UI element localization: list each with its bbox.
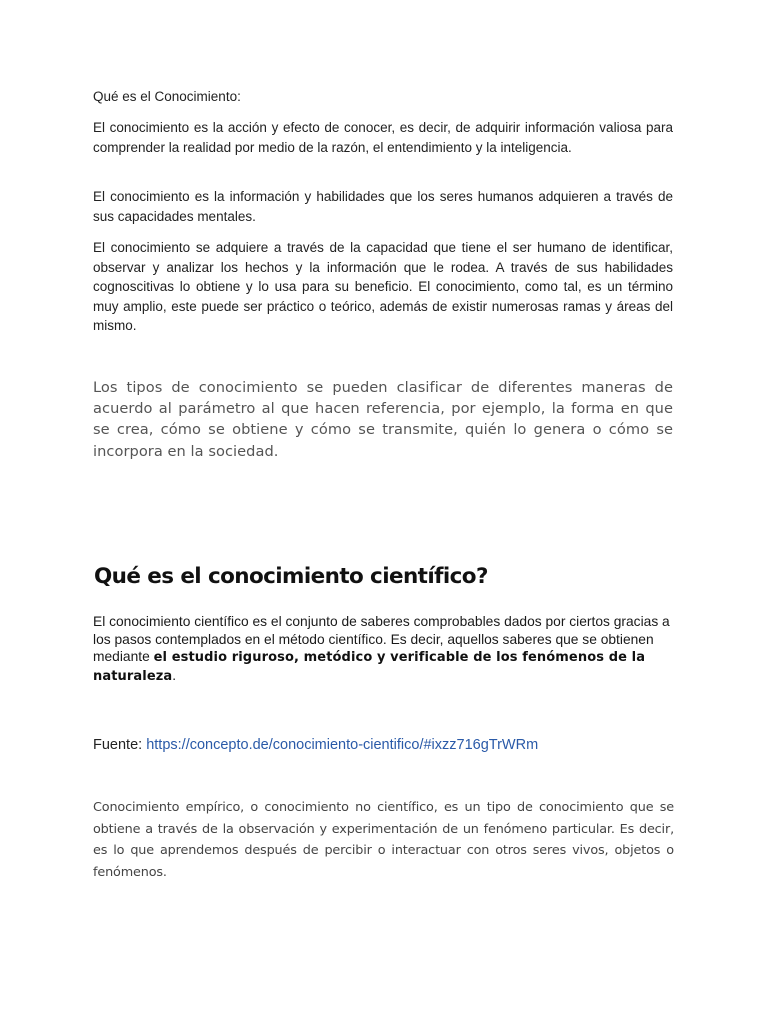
section-heading-scientific-knowledge: Qué es el conocimiento científico?	[94, 564, 488, 589]
source-label: Fuente:	[93, 737, 147, 753]
paragraph-scientific-knowledge	[93, 613, 678, 685]
paragraph-information-skills: El conocimiento es la información y habilidades que los seres humanos adquieren a través de sus capacidades mentales.	[93, 189, 673, 224]
paragraph-scientific-end: .	[172, 667, 177, 683]
paragraph-types-of-knowledge: Los tipos de conocimiento se pueden clasificar de diferentes maneras de acuerdo al parámetro al que hacen referencia, por ejemplo, la forma en que se crea, cómo se obtiene y cómo se transmite, quién lo genera o cómo se incorpora en la sociedad.	[93, 379, 673, 460]
source-link[interactable]: https://concepto.de/conocimiento-cientifico/#ixzz716gTrWRm	[146, 737, 539, 753]
paragraph-scientific-emphasis: el estudio riguroso, metódico y verificable de los fenómenos de la naturaleza	[93, 650, 646, 684]
paragraph-scientific-text: El conocimiento científico es el conjunto de saberes comprobables dados por ciertos gracias a los pasos contemplados en el método científico. Es decir, aquellos saberes que se obtienen mediante	[93, 614, 670, 664]
paragraph-definition: El conocimiento es la acción y efecto de conocer, es decir, de adquirir información valiosa para comprender la realidad por medio de la razón, el entendimiento y la inteligencia.	[93, 120, 673, 155]
section-heading-conocimiento: Qué es el Conocimiento:	[93, 89, 241, 104]
paragraph-acquisition: El conocimiento se adquiere a través de la capacidad que tiene el ser humano de identificar, observar y analizar los hechos y la información que le rodea. A través de sus habilidades cognoscitivas lo obtiene y lo usa para su beneficio. El conocimiento, como tal, es un término muy amplio, este puede ser práctico o teórico, además de existir numerosas ramas y áreas del mismo.	[93, 240, 673, 333]
source-line	[93, 735, 693, 755]
paragraph-empirical-knowledge: Conocimiento empírico, o conocimiento no científico, es un tipo de conocimiento que se obtiene a través de la observación y experimentación de un fenómeno particular. Es decir, es lo que aprendemos después de percibir o interactuar con otros seres vivos, objetos o fenómenos.	[93, 800, 674, 881]
